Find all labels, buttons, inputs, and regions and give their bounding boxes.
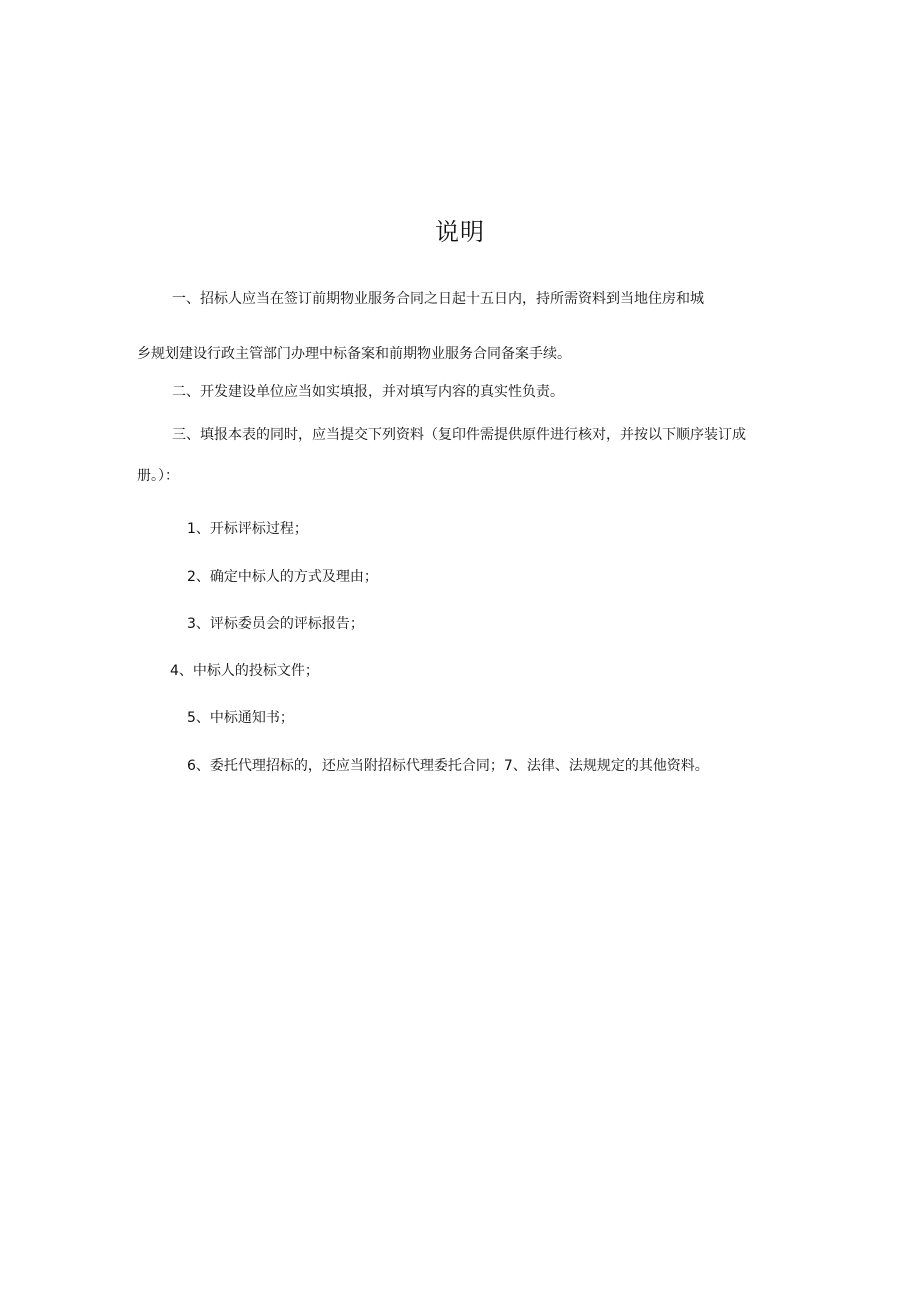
list-item: 4、中标人的投标文件； [170, 663, 319, 679]
list-item: 5、中标通知书； [187, 710, 294, 726]
list-item: 6、委托代理招标的，还应当附招标代理委托合同；7、法律、法规规定的其他资料。 [187, 758, 709, 774]
list-item: 3、评标委员会的评标报告； [187, 616, 364, 632]
paragraph-line: 三、填报本表的同时，应当提交下列资料（复印件需提供原件进行核对，并按以下顺序装订成 [172, 427, 746, 443]
page-title: 说明 [435, 218, 485, 246]
paragraph-line: 一、招标人应当在签订前期物业服务合同之日起十五日内，持所需资料到当地住房和城 [172, 291, 704, 307]
list-item: 2、确定中标人的方式及理由； [187, 569, 378, 585]
paragraph-line: 乡规划建设行政主管部门办理中标备案和前期物业服务合同备案手续。 [137, 346, 571, 362]
paragraph-line: 册。）： [137, 468, 179, 484]
list-item: 1、开标评标过程； [187, 521, 308, 537]
paragraph-line: 二、开发建设单位应当如实填报，并对填写内容的真实性负责。 [172, 384, 564, 400]
